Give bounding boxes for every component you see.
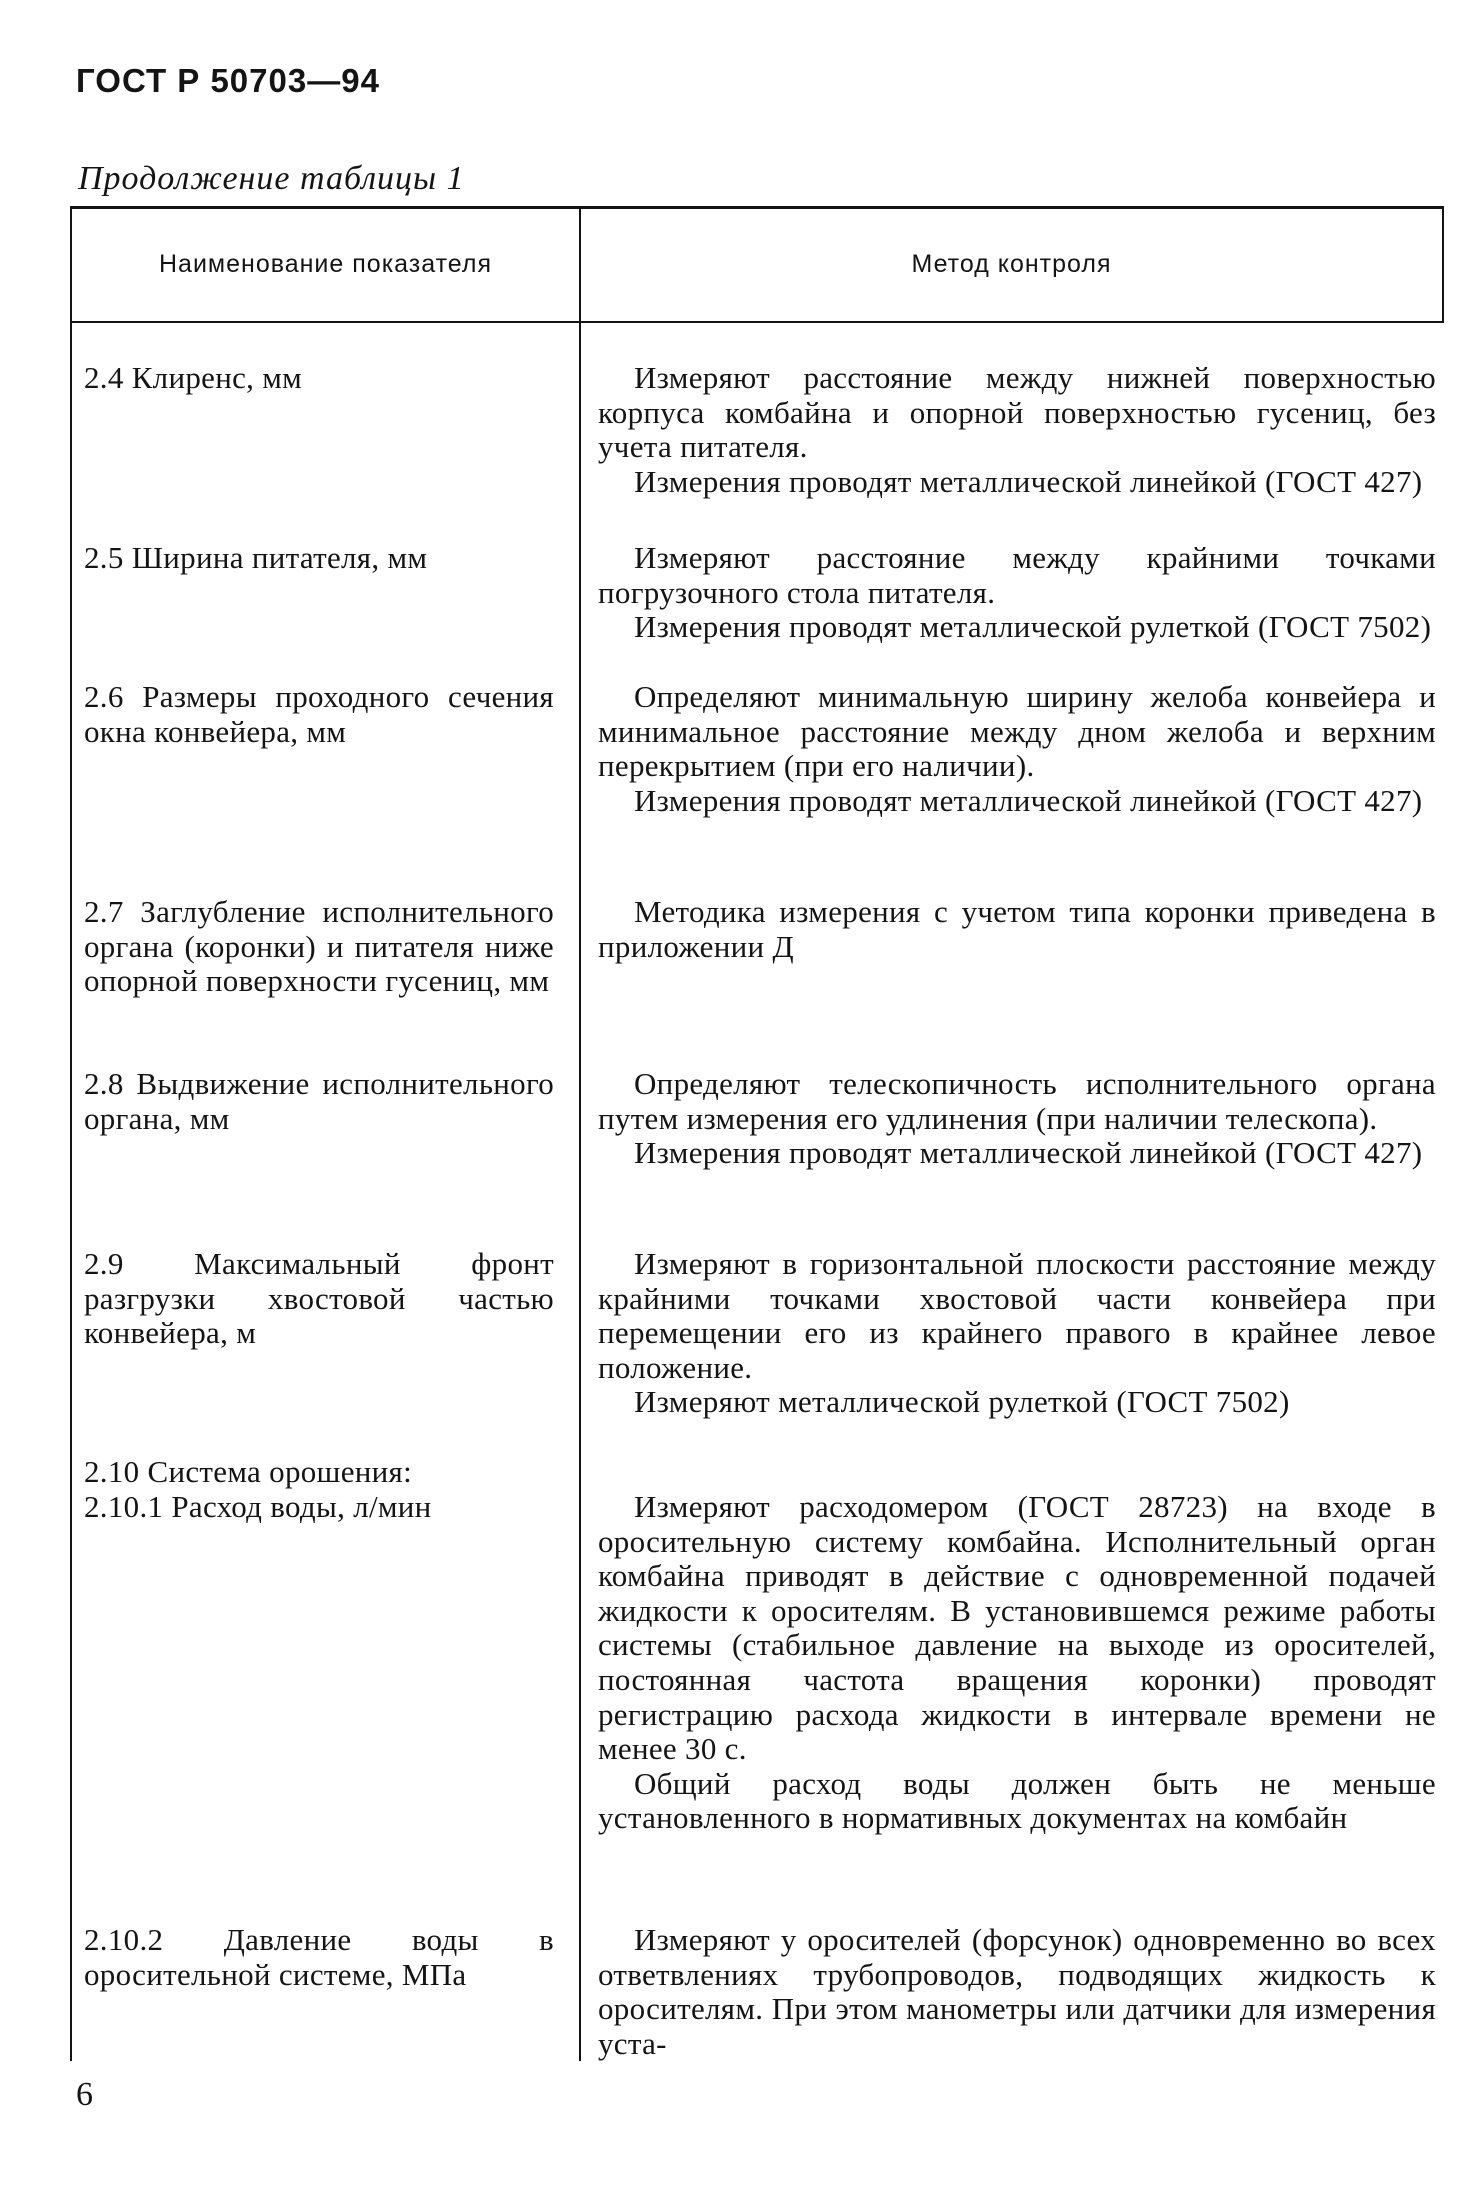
parameter-cell: 2.8 Выдвижение исполнительного органа, мм [84, 1066, 554, 1136]
method-cell [598, 1490, 1436, 1836]
method-cell [598, 680, 1436, 818]
method-paragraph: Измерения проводят металлической линейкой (ГОСТ 427) [634, 782, 1423, 818]
parameter-cell: 2.7 Заглубление исполнительного органа (коронки) и питателя ниже опорной поверхности гусениц, мм [84, 894, 554, 999]
method-paragraph: Определяют телескопичность исполнительного органа путем измерения его удлинения (при наличии телескопа). [598, 1066, 1436, 1136]
parameter-cell: 2.6 Размеры проходного сечения окна конвейера, мм [84, 679, 554, 749]
table-caption: Продолжение таблицы 1 [78, 160, 465, 197]
method-paragraph: Определяют минимальную ширину желоба конвейера и минимальное расстояние между дном желоба и верхним перекрытием (при его наличии). [598, 679, 1436, 784]
method-paragraph: Измеряют расстояние между крайними точками погрузочного стола питателя. [598, 540, 1436, 610]
method-cell [598, 361, 1436, 499]
method-cell [598, 895, 1436, 964]
method-cell [598, 1247, 1436, 1420]
method-paragraph: Общий расход воды должен быть не меньше установленного в нормативных документах на комбайн [598, 1765, 1436, 1836]
method-paragraph: Измерения проводят металлической линейкой (ГОСТ 427) [634, 1135, 1423, 1171]
column-header-parameter: Наименование показателя [159, 250, 492, 278]
parameter-cell: 2.9 Максимальный фронт разгрузки хвостовой частью конвейера, м [84, 1246, 554, 1351]
method-paragraph: Измеряют расходомером (ГОСТ 28723) на входе в оросительную систему комбайна. Исполнительный орган комбайна приводят в действие с одновременной подачей жидкости к оросителям. В установившемся режиме работы системы (стабильное давление на выходе из оросителей, постоянная частота вращения коронки) проводят регистрацию расхода жидкости в интервале времени не менее 30 с. [598, 1489, 1436, 1767]
method-paragraph: Измеряют расстояние между нижней поверхностью корпуса комбайна и опорной поверхностью гусениц, без учета питателя. [598, 360, 1436, 465]
method-paragraph: Измеряют металлической рулеткой (ГОСТ 7502) [634, 1384, 1290, 1420]
page-number: 6 [76, 2076, 93, 2113]
method-paragraph: Методика измерения с учетом типа коронки приведена в приложении Д [598, 894, 1436, 964]
column-header-method: Метод контроля [911, 250, 1112, 278]
method-cell [598, 1067, 1436, 1171]
parameter-cell: 2.10 Система орошения: [84, 1454, 413, 1489]
method-paragraph: Измеряют у оросителей (форсунок) одновременно во всех ответвлениях трубопроводов, подводящих жидкость к оросителям. При этом манометры или датчики для измерения уста- [598, 1922, 1436, 2061]
doc-code: ГОСТ Р 50703—94 [76, 62, 380, 99]
parameter-cell: 2.4 Клиренс, мм [84, 360, 303, 395]
method-paragraph: Измерения проводят металлической рулеткой (ГОСТ 7502) [634, 609, 1432, 645]
method-cell [598, 541, 1436, 645]
parameter-cell: 2.5 Ширина питателя, мм [84, 540, 428, 575]
method-paragraph: Измерения проводят металлической линейкой (ГОСТ 427) [634, 463, 1423, 499]
method-paragraph: Измеряют в горизонтальной плоскости расстояние между крайними точками хвостовой части конвейера при перемещении его из крайнего правого в крайнее левое положение. [598, 1246, 1436, 1385]
parameter-cell: 2.10.2 Давление воды в оросительной системе, МПа [84, 1922, 554, 1992]
parameter-cell: 2.10.1 Расход воды, л/мин [84, 1489, 432, 1524]
method-cell [598, 1923, 1436, 2061]
